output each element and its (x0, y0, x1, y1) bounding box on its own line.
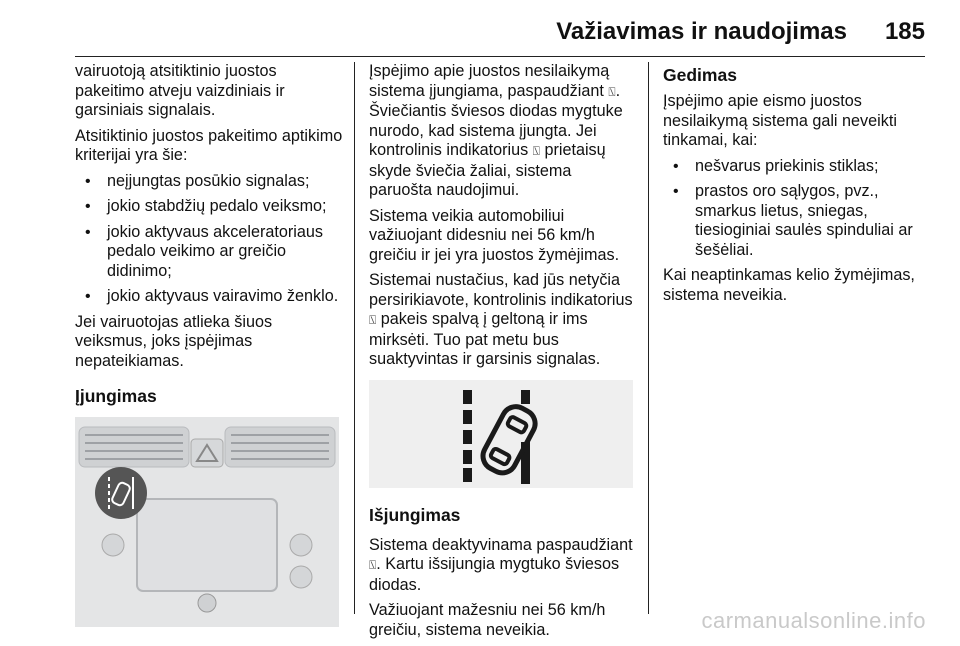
lane-assist-icon: ⍂ (532, 144, 540, 158)
page-header (75, 0, 925, 58)
lane-assist-icon: ⍂ (369, 558, 377, 572)
paragraph: Kai neaptinkamas kelio žymėjimas, sistema neveikia. (663, 266, 915, 304)
paragraph: Sistema deaktyvinama paspaudžiant ⍂. Kartu išsijungia mygtuko šviesos diodas. (369, 535, 633, 594)
list-item: • jokio aktyvaus akceleratoriaus pedalo veikimo ar greičio didinimo; (75, 223, 347, 282)
fault-list (663, 157, 925, 261)
column-3 (663, 62, 925, 311)
dashboard-illustration (75, 417, 339, 627)
column-2 (369, 62, 635, 646)
list-item: • neįjungtas posūkio signalas; (75, 172, 347, 192)
paragraph: Sistemai nustačius, kad jūs netyčia persirikiavote, kontrolinis indikatorius ⍂ pakeis spalvą į geltoną ir ims mirksėti. Tuo pat metu bus suaktyvintas ir garsinis signalas. (369, 271, 633, 368)
paragraph: Sistema veikia automobiliui važiuojant didesniu nei 56 km/h greičiu ir jei yra juostos žymėjimas. (369, 206, 620, 264)
paragraph: Įspėjimo apie juostos nesilaikymą sistema įjungiama, paspaudžiant ⍂. Šviečiantis šviesos diodas mygtuke nurodo, kad sistema įjungta. Jei kontrolinis indikatorius ⍂ prietaisų skyde šviečia žaliai, sistema paruošta naudojimui. (369, 62, 623, 199)
column-1 (75, 62, 347, 627)
column-divider-1 (354, 62, 355, 614)
list-item: • jokio stabdžių pedalo veiksmo; (75, 197, 347, 217)
paragraph: Atsitiktinio juostos pakeitimo aptikimo kriterijai yra šie: (75, 126, 343, 164)
header-rule (75, 56, 925, 57)
section-title: Važiavimas ir naudojimas (556, 18, 847, 45)
lane-assist-icon: ⍂ (608, 84, 616, 99)
list-item: • nešvarus priekinis stiklas; (663, 157, 925, 177)
lane-assist-icon: ⍂ (369, 313, 377, 327)
criteria-list (75, 172, 347, 307)
paragraph: vairuotoją atsitiktinio juostos pakeitimo atveju vaizdiniais ir garsiniais signalais. (75, 62, 285, 119)
watermark: carmanualsonline.info (701, 608, 926, 633)
lane-assist-svg (369, 380, 633, 488)
list-item: • prastos oro sąlygos, pvz., smarkus lietus, sniegas, tiesioginiai saulės spinduliai ar šešėliai. (663, 182, 925, 260)
paragraph: Važiuojant mažesniu nei 56 km/h greičiu, sistema neveikia. (369, 601, 606, 639)
list-item: • jokio aktyvaus vairavimo ženklo. (75, 287, 347, 307)
lane-assist-illustration (369, 380, 633, 488)
heading-fault: Gedimas (663, 65, 737, 85)
dashboard-svg (75, 417, 339, 627)
heading-activation: Įjungimas (75, 386, 157, 406)
page-number: 185 (884, 18, 925, 45)
paragraph: Jei vairuotojas atlieka šiuos veiksmus, joks įspėjimas nepateikiamas. (75, 312, 273, 370)
heading-deactivation: Išjungimas (369, 504, 461, 525)
column-divider-2 (648, 62, 649, 614)
paragraph: Įspėjimo apie eismo juostos nesilaikymą sistema gali neveikti tinkamai, kai: (663, 92, 897, 149)
